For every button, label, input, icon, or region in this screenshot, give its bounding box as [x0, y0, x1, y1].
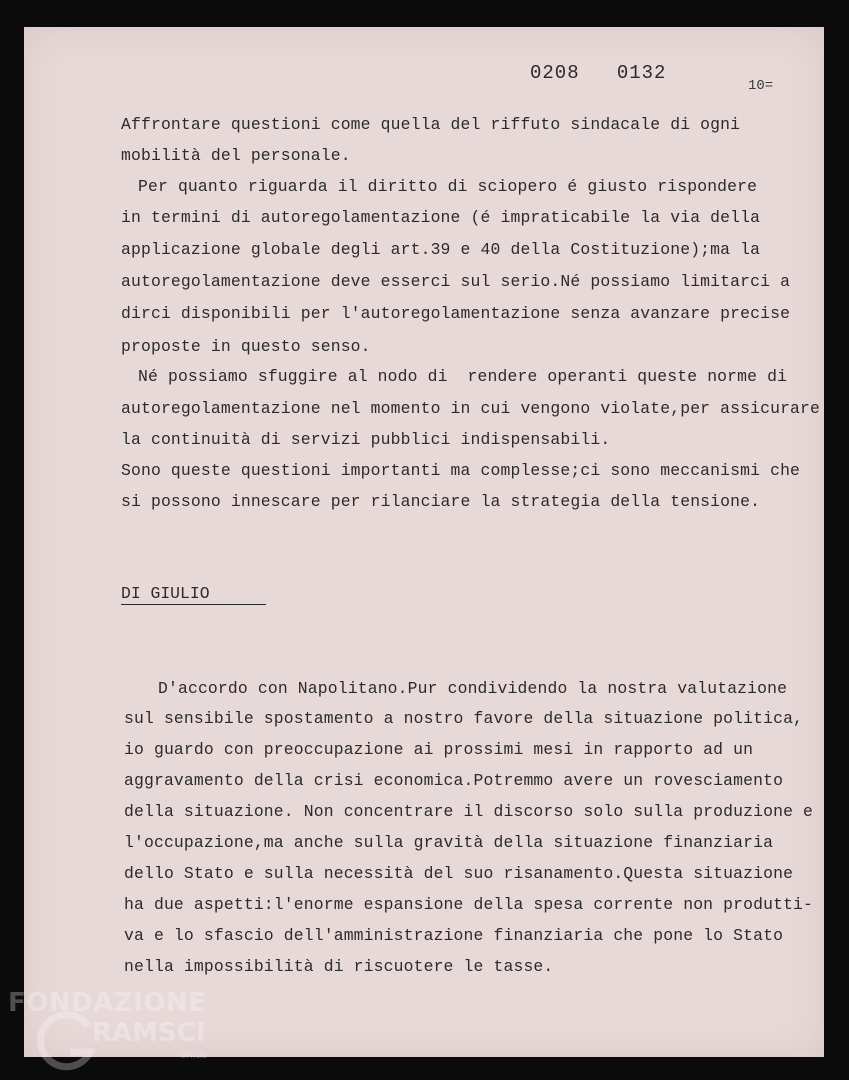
text-line: autoregolamentazione deve esserci sul serio.Né possiamo limitarci a — [121, 272, 791, 291]
text-line: dello Stato e sulla necessità del suo risanamento.Questa situazione — [124, 864, 794, 883]
text-line: proposte in questo senso. — [121, 337, 371, 356]
text-line: autoregolamentazione nel momento in cui vengono violate,per assicurare — [121, 399, 821, 418]
watermark-line3: onlus — [180, 1050, 207, 1061]
text-line: nella impossibilità di riscuotere le tasse. — [124, 957, 554, 976]
text-line: Per quanto riguarda il diritto di sciopero é giusto rispondere — [138, 177, 758, 196]
g-logo-icon — [36, 1012, 96, 1078]
watermark-line2: RAMSCI — [92, 1018, 206, 1048]
text-line: in termini di autoregolamentazione (é impraticabile la via della — [121, 208, 761, 227]
text-line: applicazione globale degli art.39 e 40 della Costituzione);ma la — [121, 240, 761, 259]
speaker-underline — [121, 604, 266, 605]
text-line: ha due aspetti:l'enorme espansione della spesa corrente non produtti- — [124, 895, 814, 914]
text-line: Sono queste questioni importanti ma complesse;ci sono meccanismi che — [121, 461, 801, 480]
text-line: io guardo con preoccupazione ai prossimi mesi in rapporto ad un — [124, 740, 754, 759]
text-line: si possono innescare per rilanciare la strategia della tensione. — [121, 492, 761, 511]
text-line: aggravamento della crisi economica.Potremmo avere un rovesciamento — [124, 771, 784, 790]
fondazione-gramsci-watermark — [8, 988, 218, 1078]
text-line: Né possiamo sfuggire al nodo di rendere operanti queste norme di — [138, 367, 788, 386]
text-line: va e lo sfascio dell'amministrazione finanziaria che pone lo Stato — [124, 926, 784, 945]
text-line: Affrontare questioni come quella del riffuto sindacale di ogni — [121, 115, 741, 134]
text-line: D'accordo con Napolitano.Pur condividendo la nostra valutazione — [158, 679, 788, 698]
text-line: mobilità del personale. — [121, 146, 351, 165]
page-number: 10= — [748, 78, 774, 94]
text-line: l'occupazione,ma anche sulla gravità della situazione finanziaria — [124, 833, 774, 852]
text-line: la continuità di servizi pubblici indispensabili. — [121, 430, 611, 449]
watermark-line1: FONDAZIONE — [8, 988, 207, 1018]
archive-folio-number: 0208 0132 — [530, 62, 667, 84]
speaker-heading: DI GIULIO — [121, 584, 210, 603]
text-line: dirci disponibili per l'autoregolamentazione senza avanzare precise — [121, 304, 791, 323]
text-line: della situazione. Non concentrare il discorso solo sulla produzione e — [124, 802, 814, 821]
text-line: sul sensibile spostamento a nostro favore della situazione politica, — [124, 709, 804, 728]
